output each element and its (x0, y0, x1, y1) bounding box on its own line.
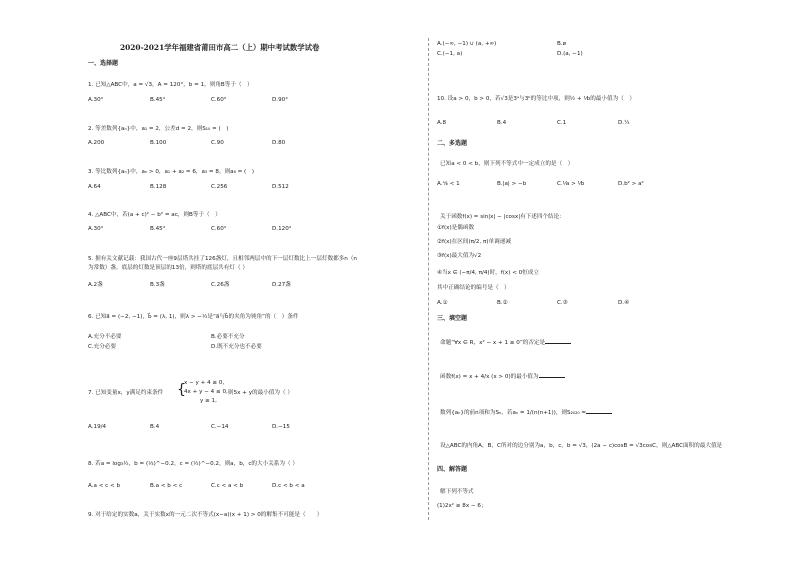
q12-option-c: C.③ (557, 300, 568, 306)
q5-text-line1: 5. 据有关文献记载：我国古代一座9层塔共挂了126盏灯，且相邻两层中的下一层灯数比上一层灯数都多n（n (88, 256, 357, 262)
q9-text: 9. 对于给定的实数a，关于实数x的一元二次不等式(x−a)(x + 1) > 0的解集不可能是（ ） (88, 512, 323, 518)
q7-text-b: 则5x + y的最小值为（ ） (228, 390, 293, 396)
q3-option-a: A.64 (88, 184, 101, 190)
q3-text: 3. 等比数列{aₙ}中，aₙ > 0，a₁ + a₂ = 6，a₃ = 8，则a₆ = ( ) (88, 169, 255, 175)
q11-option-c: C.⅟a > ⅟b (557, 181, 585, 187)
q5-option-b: B.3盏 (150, 282, 165, 288)
answer-1-item-1: (1)2x² ≥ 8x − 6； (437, 503, 487, 509)
q10-option-d: D.¼ (618, 120, 630, 126)
q3-option-b: B.128 (150, 184, 167, 190)
fill-1-blank (545, 338, 571, 344)
q3-option-d: D.512 (272, 184, 289, 190)
q11-option-d: D.b² > a² (618, 181, 644, 187)
q11-option-a: A.ᵃ⁄ᵦ < 1 (437, 181, 460, 187)
q12-statement-4: ④当x ∈ (−π/4, π/4)时，f(x) < 0恒成立 (437, 270, 539, 276)
q12-text: 关于函数f(x) = sin|x| − |cosx|有下述四个结论： (440, 214, 565, 220)
q6-text: 6. 已知a⃗ = (−2, −1)，b⃗ = (λ, 1)，则λ > −½是“a⃗与b⃗的夹角为钝角”的（ ）条件 (88, 314, 299, 320)
q7-option-a: A.19/4 (88, 424, 107, 430)
section-multi: 二、多选题 (437, 140, 468, 147)
q9-option-d: D.(a, −1) (557, 51, 583, 57)
fill-2 (440, 372, 565, 381)
q9-option-b: B.ø (557, 41, 567, 47)
q4-option-c: C.60° (211, 226, 227, 232)
q10-text: 10. 设a > 0，b > 0，若√3是3ᵃ与3ᵇ的等比中项，则½ + ⅟b的最小值为（ ） (437, 96, 635, 102)
q7-brace: { (177, 382, 186, 398)
fill-4-text: 设△ABC的内角A，B，C所对的边分别为a，b，c，b = √3，(2a − c)cosB = √3cosC，则△ABC面积的最大值是 (440, 443, 723, 449)
q10-option-b: B.4 (497, 120, 507, 126)
q8-option-c: C.c < a < b (211, 483, 244, 489)
section-choice: 一、选择题 (88, 60, 119, 67)
fill-4 (440, 443, 722, 450)
fill-2-blank (539, 372, 565, 378)
q7-option-b: B.4 (150, 424, 160, 430)
exam-title: 2020-2021学年福建省莆田市高二（上）期中考试数学试卷 (120, 43, 320, 52)
q4-option-d: D.120° (272, 226, 292, 232)
q8-text: 8. 若a = log₃½，b = (⅓)^−0.2，c = (½)^−0.2，则a，b，c的大小关系为（ ） (88, 461, 298, 467)
q4-text: 4. △ABC中，若(a + c)² − b² = ac，则B等于（ ） (88, 212, 221, 218)
q6-option-c: C.充分必要 (88, 344, 117, 350)
q3-option-c: C.256 (211, 184, 228, 190)
q9-option-c: C.(−1, a) (437, 51, 463, 57)
q6-option-a: A.充分不必要 (88, 334, 122, 340)
fill-1 (440, 338, 571, 347)
q2-option-a: A.200 (88, 140, 105, 146)
q8-option-a: A.a < c < b (88, 483, 121, 489)
q5-text-line2: 为常数）盏，底层的灯数是顶层的13倍，则塔的底层共有灯（ ） (88, 265, 248, 271)
q7-constraint-2: 4x + y − 4 ≤ 0, (184, 389, 228, 395)
column-divider (428, 38, 429, 520)
q12-option-b: B.② (497, 300, 508, 306)
q7-text-a: 7. 已知变量x，y满足约束条件 (88, 390, 164, 396)
q10-option-a: A.8 (437, 120, 447, 126)
q1-option-d: D.90° (272, 97, 289, 103)
q1-option-b: B.45° (150, 97, 166, 103)
answer-1-text: 解下列不等式 (440, 489, 474, 495)
section-answer: 四、解答题 (437, 466, 468, 473)
q2-option-b: B.100 (150, 140, 167, 146)
q12-option-d: D.④ (618, 300, 630, 306)
q12-conclusion: 其中正确结论的编号是（ ） (437, 285, 510, 291)
fill-1-text: 命题“∀x ∈ R，x² − x + 1 ≥ 0”的否定是 (440, 340, 546, 346)
q12-statement-3: ③f(x)最大值为√2 (437, 253, 482, 259)
q11-text: 已知a < 0 < b，则下列不等式中一定成立的是（ ） (440, 161, 574, 167)
q6-option-b: B.必要不充分 (211, 334, 245, 340)
q2-option-c: C.90 (211, 140, 224, 146)
q5-option-d: D.27盏 (272, 282, 291, 288)
q1-option-a: A.30° (88, 97, 104, 103)
q1-text: 1. 已知△ABC中，a = √3，A = 120°，b = 1，则角B等于（ ） (88, 82, 253, 88)
q1-option-c: C.60° (211, 97, 227, 103)
q7-option-d: D.−15 (272, 424, 290, 430)
q12-statement-1: ①f(x)是偶函数 (437, 225, 475, 231)
q6-option-d: D.既不充分也不必要 (211, 344, 262, 350)
q5-option-c: C.26盏 (211, 282, 230, 288)
fill-3-text: 数列{aₙ}的前n项和为Sₙ，若aₙ = 1/(n(n+1))，则S₂₀₂₀ = (440, 410, 587, 416)
q12-option-a: A.① (437, 300, 448, 306)
section-fill: 三、填空题 (437, 315, 468, 322)
q7-option-c: C.−14 (211, 424, 229, 430)
fill-3-blank (586, 408, 612, 414)
q2-option-d: D.80 (272, 140, 286, 146)
q12-statement-2: ②f(x)在区间(π/2, π)单调递减 (437, 239, 511, 245)
q7-constraint-3: y ≥ 1, (200, 398, 217, 404)
q5-option-a: A.2盏 (88, 282, 103, 288)
q9-option-a: A.(−∞, −1) ∪ (a, +∞) (437, 41, 497, 47)
q8-option-d: D.c < b < a (272, 483, 305, 489)
fill-2-text: 函数f(x) = x + 4/x (x > 0)的最小值为 (440, 374, 539, 380)
q10-option-c: C.1 (557, 120, 567, 126)
q11-option-b: B.|a| > −b (497, 181, 527, 187)
fill-3 (440, 408, 612, 417)
q8-option-b: B.a < b < c (150, 483, 183, 489)
q4-option-b: B.45° (150, 226, 166, 232)
q7-constraint-1: x − y + 4 ≥ 0, (184, 380, 225, 386)
q4-option-a: A.30° (88, 226, 104, 232)
q2-text: 2. 等差数列{aₙ}中，a₁ = 2，公差d = 2，则S₁₀ = ( ) (88, 126, 229, 132)
